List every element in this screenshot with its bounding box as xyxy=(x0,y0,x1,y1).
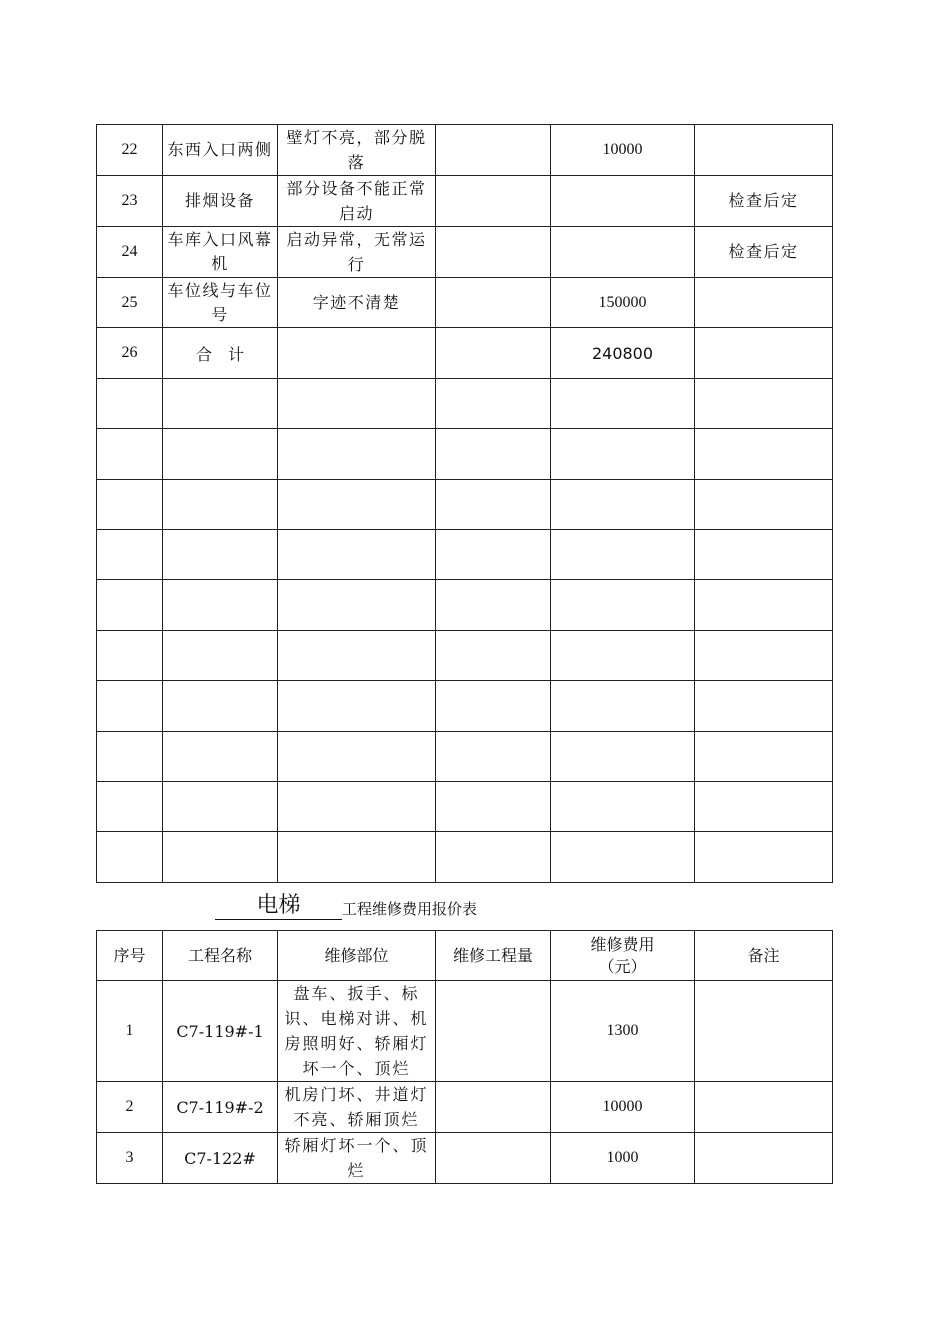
row-number: 23 xyxy=(97,176,163,227)
empty-row xyxy=(97,832,833,882)
row-number: 1 xyxy=(97,981,163,1082)
empty-cell xyxy=(695,479,833,529)
repair-cost: 10000 xyxy=(551,1082,695,1133)
empty-cell xyxy=(436,731,551,781)
empty-cell xyxy=(436,479,551,529)
repair-issue: 字迹不清楚 xyxy=(278,278,436,328)
repair-issue xyxy=(278,328,436,378)
repair-quantity xyxy=(436,125,551,176)
empty-row xyxy=(97,479,833,529)
remark xyxy=(695,328,833,378)
empty-row xyxy=(97,429,833,479)
empty-cell xyxy=(97,479,163,529)
repair-quantity xyxy=(436,1082,551,1133)
empty-cell xyxy=(551,731,695,781)
repair-cost-table-continued xyxy=(96,124,833,883)
empty-cell xyxy=(278,832,436,882)
empty-cell xyxy=(551,529,695,579)
table-row xyxy=(97,125,833,176)
repair-part: 盘车、扳手、标识、电梯对讲、机房照明好、轿厢灯坏一个、顶烂 xyxy=(278,981,436,1082)
empty-cell xyxy=(278,429,436,479)
table-row xyxy=(97,227,833,278)
repair-cost: 1300 xyxy=(551,981,695,1082)
empty-cell xyxy=(695,832,833,882)
empty-cell xyxy=(551,580,695,630)
empty-cell xyxy=(163,429,278,479)
empty-cell xyxy=(551,429,695,479)
header-row xyxy=(97,931,833,981)
row-number: 3 xyxy=(97,1133,163,1184)
repair-cost xyxy=(551,176,695,227)
row-number: 24 xyxy=(97,227,163,278)
elevator-repair-quote-table xyxy=(96,930,833,1184)
empty-cell xyxy=(97,630,163,680)
remark xyxy=(695,1082,833,1133)
empty-cell xyxy=(436,529,551,579)
empty-cell xyxy=(278,681,436,731)
empty-cell xyxy=(163,580,278,630)
empty-cell xyxy=(163,731,278,781)
total-row xyxy=(97,328,833,378)
remark xyxy=(695,981,833,1082)
project-name: 车位线与车位号 xyxy=(163,278,278,328)
repair-quantity xyxy=(436,278,551,328)
total-label: 合 计 xyxy=(163,328,278,378)
repair-cost xyxy=(551,227,695,278)
empty-cell xyxy=(436,681,551,731)
repair-quantity xyxy=(436,227,551,278)
repair-quantity xyxy=(436,1133,551,1184)
remark xyxy=(695,278,833,328)
header-part: 维修部位 xyxy=(278,931,436,981)
repair-issue: 启动异常，无常运行 xyxy=(278,227,436,278)
row-number: 2 xyxy=(97,1082,163,1133)
empty-cell xyxy=(163,681,278,731)
empty-cell xyxy=(97,429,163,479)
empty-cell xyxy=(551,630,695,680)
empty-row xyxy=(97,529,833,579)
empty-cell xyxy=(436,378,551,428)
header-quantity: 维修工程量 xyxy=(436,931,551,981)
project-name: 排烟设备 xyxy=(163,176,278,227)
repair-issue: 壁灯不亮，部分脱落 xyxy=(278,125,436,176)
empty-cell xyxy=(97,580,163,630)
project-name: 车库入口风幕机 xyxy=(163,227,278,278)
project-name: 东西入口两侧 xyxy=(163,125,278,176)
project-name: C7-122# xyxy=(163,1133,278,1184)
empty-cell xyxy=(278,731,436,781)
repair-quantity xyxy=(436,328,551,378)
empty-cell xyxy=(163,378,278,428)
empty-row xyxy=(97,378,833,428)
empty-cell xyxy=(278,378,436,428)
empty-cell xyxy=(163,781,278,831)
empty-cell xyxy=(695,429,833,479)
repair-cost: 10000 xyxy=(551,125,695,176)
header-remark: 备注 xyxy=(695,931,833,981)
empty-row xyxy=(97,731,833,781)
empty-cell xyxy=(436,429,551,479)
empty-cell xyxy=(278,630,436,680)
empty-cell xyxy=(436,630,551,680)
empty-cell xyxy=(163,529,278,579)
empty-cell xyxy=(163,479,278,529)
project-name: C7-119#-1 xyxy=(163,981,278,1082)
empty-cell xyxy=(695,681,833,731)
empty-row xyxy=(97,580,833,630)
repair-quantity xyxy=(436,981,551,1082)
table-row xyxy=(97,1082,833,1133)
row-number: 25 xyxy=(97,278,163,328)
header-no: 序号 xyxy=(97,931,163,981)
empty-cell xyxy=(551,681,695,731)
empty-cell xyxy=(551,832,695,882)
remark: 检查后定 xyxy=(695,176,833,227)
empty-cell xyxy=(97,529,163,579)
empty-cell xyxy=(163,630,278,680)
empty-row xyxy=(97,630,833,680)
repair-cost: 150000 xyxy=(551,278,695,328)
empty-cell xyxy=(436,580,551,630)
header-name: 工程名称 xyxy=(163,931,278,981)
empty-cell xyxy=(695,630,833,680)
repair-quantity xyxy=(436,176,551,227)
repair-issue: 部分设备不能正常启动 xyxy=(278,176,436,227)
table-caption xyxy=(215,893,477,921)
project-name: C7-119#-2 xyxy=(163,1082,278,1133)
empty-cell xyxy=(551,781,695,831)
repair-part: 机房门坏、井道灯不亮、轿厢顶烂 xyxy=(278,1082,436,1133)
empty-cell xyxy=(695,378,833,428)
empty-cell xyxy=(278,781,436,831)
empty-cell xyxy=(436,781,551,831)
remark xyxy=(695,125,833,176)
empty-cell xyxy=(695,781,833,831)
empty-row xyxy=(97,681,833,731)
header-cost: 维修费用（元） xyxy=(551,931,695,981)
empty-cell xyxy=(97,731,163,781)
repair-part: 轿厢灯坏一个、顶烂 xyxy=(278,1133,436,1184)
table-row xyxy=(97,278,833,328)
empty-cell xyxy=(551,378,695,428)
empty-cell xyxy=(278,479,436,529)
empty-cell xyxy=(97,832,163,882)
remark xyxy=(695,1133,833,1184)
empty-row xyxy=(97,781,833,831)
empty-cell xyxy=(278,529,436,579)
empty-cell xyxy=(97,681,163,731)
table-row xyxy=(97,981,833,1082)
empty-cell xyxy=(695,529,833,579)
empty-cell xyxy=(436,832,551,882)
repair-cost: 1000 xyxy=(551,1133,695,1184)
row-number: 26 xyxy=(97,328,163,378)
table-row xyxy=(97,1133,833,1184)
row-number: 22 xyxy=(97,125,163,176)
empty-cell xyxy=(551,479,695,529)
empty-cell xyxy=(695,580,833,630)
caption-title: 工程维修费用报价表 xyxy=(342,900,478,918)
total-cost: 240800 xyxy=(551,328,695,378)
category-name: 电梯 xyxy=(215,893,342,920)
empty-cell xyxy=(695,731,833,781)
table-row xyxy=(97,176,833,227)
empty-cell xyxy=(278,580,436,630)
empty-cell xyxy=(97,378,163,428)
empty-cell xyxy=(97,781,163,831)
empty-cell xyxy=(163,832,278,882)
remark: 检查后定 xyxy=(695,227,833,278)
